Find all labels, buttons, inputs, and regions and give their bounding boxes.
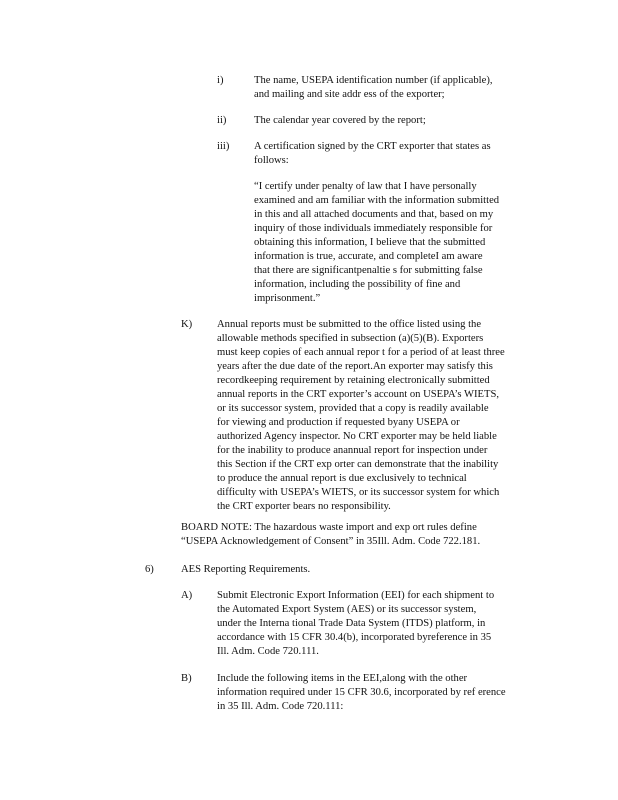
text-line: follows:	[254, 155, 289, 166]
item-label-i: i)	[217, 75, 224, 86]
text-line: BOARD NOTE: The hazardous waste import and exp ort rules define	[181, 522, 477, 533]
text-line: this Section if the CRT exp orter can demonstrate that the inability	[217, 459, 499, 470]
text-line: must keep copies of each annual repor t for a period of at least three	[217, 347, 505, 358]
text-line: for the inability to produce anannual report for inspection under	[217, 445, 488, 456]
text-line: The calendar year covered by the report;	[254, 115, 426, 126]
quote-line: that there are significantpenaltie s for submitting false	[254, 265, 483, 276]
text-line: allowable methods specified in subsection (a)(5)(B). Exporters	[217, 333, 484, 344]
text-line: under the Interna tional Trade Data System (ITDS) platform, in	[217, 618, 486, 629]
item-6-heading	[181, 563, 481, 577]
item-label-iii: iii)	[217, 141, 230, 152]
quote-line: information, including the possibility of fine and	[254, 279, 461, 290]
certification-quote	[254, 180, 524, 306]
item-iii-text	[254, 140, 524, 168]
text-line: years after the due date of the report.An exporter may satisfy this	[217, 361, 493, 372]
item-label-6: 6)	[145, 564, 154, 575]
item-label-ii: ii)	[217, 115, 227, 126]
text-line: A certification signed by the CRT exporter that states as	[254, 141, 491, 152]
item-b-text	[217, 672, 537, 714]
item-i-text	[254, 74, 524, 102]
item-a-text	[217, 589, 537, 659]
quote-line: “I certify under penalty of law that I have personally	[254, 181, 477, 192]
text-line: annual reports in the CRT exporter’s account on USEPA’s WIETS,	[217, 389, 500, 400]
text-line: AES Reporting Requirements.	[181, 564, 311, 575]
text-line: in 35 Ill. Adm. Code 720.111:	[217, 701, 344, 712]
text-line: difficulty with USEPA’s WIETS, or its successor system for which	[217, 487, 500, 498]
item-k-text	[217, 318, 537, 514]
quote-line: inquiry of those individuals immediately responsible for	[254, 223, 493, 234]
text-line: “USEPA Acknowledgement of Consent” in 35Ill. Adm. Code 722.181.	[181, 536, 481, 547]
item-label-k: K)	[181, 319, 193, 330]
item-label-b: B)	[181, 673, 192, 684]
text-line: recordkeeping requirement by retaining electronically submitted	[217, 375, 490, 386]
text-line: Ill. Adm. Code 720.111.	[217, 646, 319, 657]
quote-line: obtaining this information, I believe that the submitted	[254, 237, 486, 248]
text-line: the CRT exporter bears no responsibility.	[217, 501, 391, 512]
text-line: Include the following items in the EEI,along with the other	[217, 673, 468, 684]
board-note	[181, 521, 521, 549]
item-ii-text	[254, 114, 524, 128]
quote-line: information is true, accurate, and completeI am aware	[254, 251, 483, 262]
text-line: The name, USEPA identification number (if applicable),	[254, 75, 493, 86]
item-label-a: A)	[181, 590, 193, 601]
text-line: information required under 15 CFR 30.6, incorporated by ref erence	[217, 687, 506, 698]
quote-line: imprisonment.”	[254, 293, 321, 304]
text-line: authorized Agency inspector. No CRT exporter may be held liable	[217, 431, 497, 442]
text-line: the Automated Export System (AES) or its successor system,	[217, 604, 477, 615]
quote-line: in this and all attached documents and that, based on my	[254, 209, 494, 220]
quote-line: examined and am familiar with the information submitted	[254, 195, 500, 206]
text-line: to produce the annual report is due exclusively to technical	[217, 473, 467, 484]
text-line: or its successor system, provided that a copy is readily available	[217, 403, 489, 414]
text-line: accordance with 15 CFR 30.4(b), incorporated byreference in 35	[217, 632, 492, 643]
text-line: Annual reports must be submitted to the office listed using the	[217, 319, 482, 330]
text-line: and mailing and site addr ess of the exporter;	[254, 89, 445, 100]
text-line: Submit Electronic Export Information (EEI) for each shipment to	[217, 590, 495, 601]
text-line: for viewing and production if requested byany USEPA or	[217, 417, 460, 428]
